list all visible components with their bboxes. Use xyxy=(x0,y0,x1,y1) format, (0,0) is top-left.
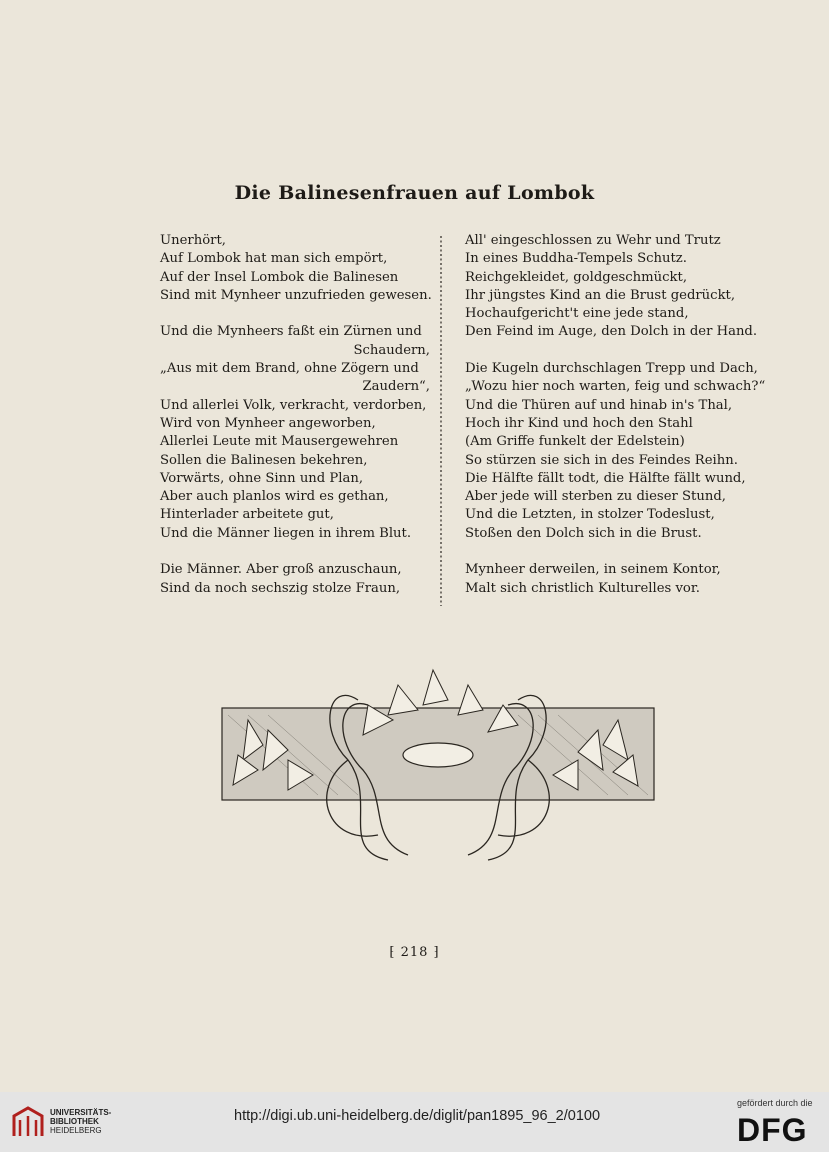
institution-line-1: UNIVERSITÄTS- xyxy=(50,1108,112,1117)
stanza-gap xyxy=(160,543,430,561)
poem-line: In eines Buddha-Tempels Schutz. xyxy=(465,251,687,267)
poem-line: Sind mit Mynheer unzufrieden gewesen. xyxy=(160,287,432,303)
stanza-gap xyxy=(465,543,765,561)
poem-line: Stoßen den Dolch sich in die Brust. xyxy=(465,525,702,541)
poem-line: Malt sich christlich Kulturelles vor. xyxy=(465,580,700,596)
poem-line: So stürzen sie sich in des Feindes Reihn. xyxy=(465,452,738,468)
institution-line-3: HEIDELBERG xyxy=(50,1126,102,1135)
poem-line: Aber auch planlos wird es gethan, xyxy=(160,489,389,505)
poem-line: All' eingeschlossen zu Wehr und Trutz xyxy=(465,233,721,248)
institution-line-2: BIBLIOTHEK xyxy=(50,1117,99,1126)
poem-left-column xyxy=(160,232,430,598)
poem-line: Und allerlei Volk, verkracht, verdorben, xyxy=(160,397,427,413)
dfg-logo: DFG xyxy=(737,1112,808,1148)
poem-line: Und die Thüren auf und hinab in's Thal, xyxy=(465,397,733,413)
poem-line: Mynheer derweilen, in seinem Kontor, xyxy=(465,562,721,578)
poem-line: Und die Letzten, in stolzer Todeslust, xyxy=(465,507,715,523)
poem-line: Und die Mynheers faßt ein Zürnen und xyxy=(160,324,422,340)
poem-line: Die Hälfte fällt todt, die Hälfte fällt wund, xyxy=(465,470,746,486)
floral-vignette-ornament xyxy=(218,660,658,870)
poem-line: Sind da noch sechszig stolze Fraun, xyxy=(160,580,401,596)
poem-line: Und die Männer liegen in ihrem Blut. xyxy=(160,525,412,541)
poem-line: Sollen die Balinesen bekehren, xyxy=(160,452,368,468)
poem-line: Auf der Insel Lombok die Balinesen xyxy=(160,269,399,285)
poem-line: Die Männer. Aber groß anzuschaun, xyxy=(160,562,402,578)
poem-line: Hoch ihr Kind und hoch den Stahl xyxy=(465,415,693,431)
university-library-logo-icon xyxy=(8,1102,48,1142)
poem-line: Unerhört, xyxy=(160,233,226,248)
page-number: ⁅ 218 ⁆ xyxy=(389,945,440,960)
poem-line: (Am Griffe funkelt der Edelstein) xyxy=(465,434,685,450)
institution-name xyxy=(50,1108,111,1135)
poem-line: Zaudern“, xyxy=(362,379,430,395)
poem-right-column xyxy=(465,232,765,598)
vertical-divider-ornament xyxy=(436,236,446,606)
poem-line: Hinterlader arbeitete gut, xyxy=(160,507,334,523)
poem-line: Auf Lombok hat man sich empört, xyxy=(160,251,388,267)
digital-object-url[interactable]: http://digi.ub.uni-heidelberg.de/diglit/pan1895_96_2/0100 xyxy=(234,1108,601,1124)
stanza-gap xyxy=(465,342,765,360)
poem-line: „Wozu hier noch warten, feig und schwach?“ xyxy=(465,379,766,395)
funder-caption: gefördert durch die xyxy=(737,1098,813,1108)
poem-line: „Aus mit dem Brand, ohne Zögern und xyxy=(160,361,419,377)
poem-line: Den Feind im Auge, den Dolch in der Hand. xyxy=(465,324,758,340)
poem-line: Hochaufgericht't eine jede stand, xyxy=(465,306,689,322)
poem-title: Die Balinesenfrauen auf Lombok xyxy=(234,182,595,204)
poem-line: Vorwärts, ohne Sinn und Plan, xyxy=(160,470,364,486)
poem-line: Wird von Mynheer angeworben, xyxy=(160,415,376,431)
footer-bar xyxy=(0,1092,829,1152)
poem-line: Ihr jüngstes Kind an die Brust gedrückt, xyxy=(465,287,736,303)
poem-line: Reichgekleidet, goldgeschmückt, xyxy=(465,269,688,285)
poem-line: Schaudern, xyxy=(353,342,430,358)
poem-line: Aber jede will sterben zu dieser Stund, xyxy=(465,489,726,505)
poem-line: Allerlei Leute mit Mausergewehren xyxy=(160,434,399,450)
stanza-gap xyxy=(160,305,430,323)
poem-line: Die Kugeln durchschlagen Trepp und Dach, xyxy=(465,361,758,377)
